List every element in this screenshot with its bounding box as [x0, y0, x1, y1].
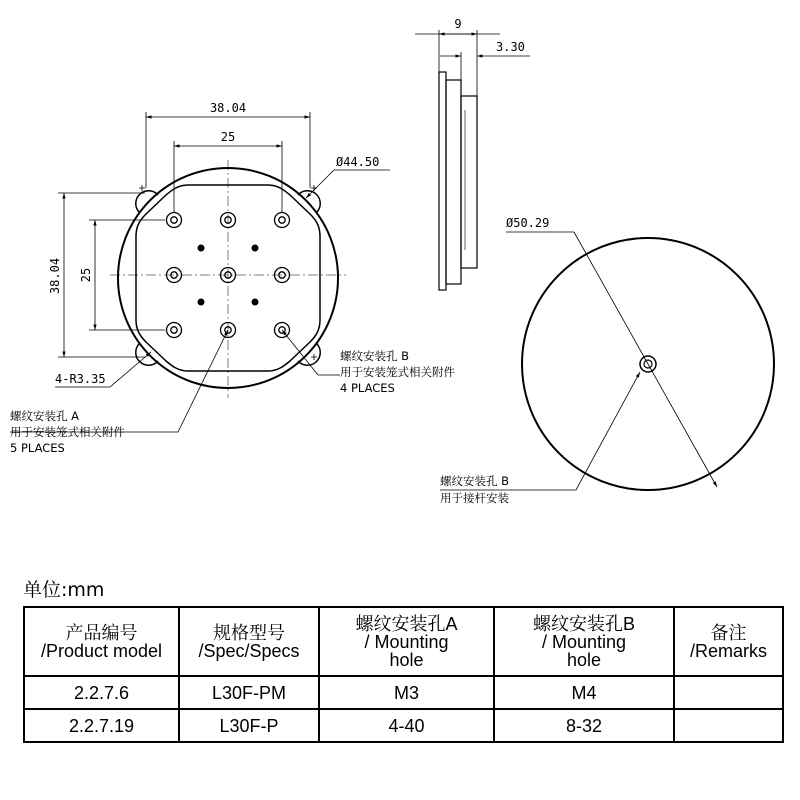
- cell-spec: L30F-P: [179, 709, 319, 742]
- table-row: [24, 676, 783, 709]
- cell-hole-a: M3: [319, 676, 494, 709]
- svg-text:用于安装笼式相关附件: 用于安装笼式相关附件: [10, 425, 125, 439]
- table-header-row: [24, 607, 783, 676]
- front-view: [110, 160, 346, 398]
- small-hole: [252, 245, 259, 252]
- callout-hole-b-front: [340, 349, 455, 395]
- cell-remarks: [674, 676, 783, 709]
- front-dimension-text: [48, 101, 379, 386]
- svg-text:螺纹安装孔 A: 螺纹安装孔 A: [10, 409, 80, 423]
- dim-radius: 4-R3.35: [55, 372, 106, 386]
- small-hole: [252, 299, 259, 306]
- callout-hole-b-back: [440, 474, 509, 505]
- dim-diameter-front: Ø44.50: [336, 155, 380, 169]
- cell-hole-b: 8-32: [494, 709, 674, 742]
- header-product-model: 产品编号 /Product model: [24, 607, 179, 676]
- dim-step: 3.30: [496, 40, 525, 54]
- dim-diameter-back: Ø50.29: [506, 216, 550, 230]
- cell-hole-a: 4-40: [319, 709, 494, 742]
- svg-text:螺纹安装孔 B: 螺纹安装孔 B: [340, 349, 410, 363]
- dim-height-outer: 38.04: [48, 257, 62, 295]
- svg-text:用于接杆安装: 用于接杆安装: [440, 491, 509, 505]
- cell-product-model: 2.2.7.6: [24, 676, 179, 709]
- cell-spec: L30F-PM: [179, 676, 319, 709]
- dim-width-inner: 25: [220, 130, 236, 144]
- svg-text:用于安装笼式相关附件: 用于安装笼式相关附件: [340, 365, 455, 379]
- corner-relief-tr: [298, 191, 320, 212]
- table-row: [24, 709, 783, 742]
- callout-hole-a: [10, 409, 125, 455]
- side-view: [439, 72, 477, 290]
- header-spec: 规格型号 /Spec/Specs: [179, 607, 319, 676]
- back-view: [440, 232, 774, 490]
- header-remarks: 备注 /Remarks: [674, 607, 783, 676]
- small-hole: [198, 299, 205, 306]
- cell-remarks: [674, 709, 783, 742]
- cage-hole-b: [167, 213, 182, 228]
- svg-text:4 PLACES: 4 PLACES: [340, 381, 395, 395]
- dim-width-outer: 38.04: [209, 101, 247, 115]
- unit-label: 单位:mm: [23, 579, 105, 601]
- front-dimensions: [55, 112, 390, 387]
- svg-text:螺纹安装孔 B: 螺纹安装孔 B: [440, 474, 510, 488]
- small-hole: [198, 245, 205, 252]
- dim-height-inner: 25: [79, 267, 93, 283]
- dim-thickness: 9: [454, 17, 462, 31]
- corner-relief-tl: [136, 191, 158, 212]
- spec-table: [23, 606, 784, 743]
- header-mounting-hole-b: 螺纹安装孔B / Mounting hole: [494, 607, 674, 676]
- cage-hole-b: [167, 323, 182, 338]
- cell-product-model: 2.2.7.19: [24, 709, 179, 742]
- header-mounting-hole-a: 螺纹安装孔A / Mounting hole: [319, 607, 494, 676]
- cage-hole-b: [275, 213, 290, 228]
- cell-hole-b: M4: [494, 676, 674, 709]
- svg-text:5 PLACES: 5 PLACES: [10, 441, 65, 455]
